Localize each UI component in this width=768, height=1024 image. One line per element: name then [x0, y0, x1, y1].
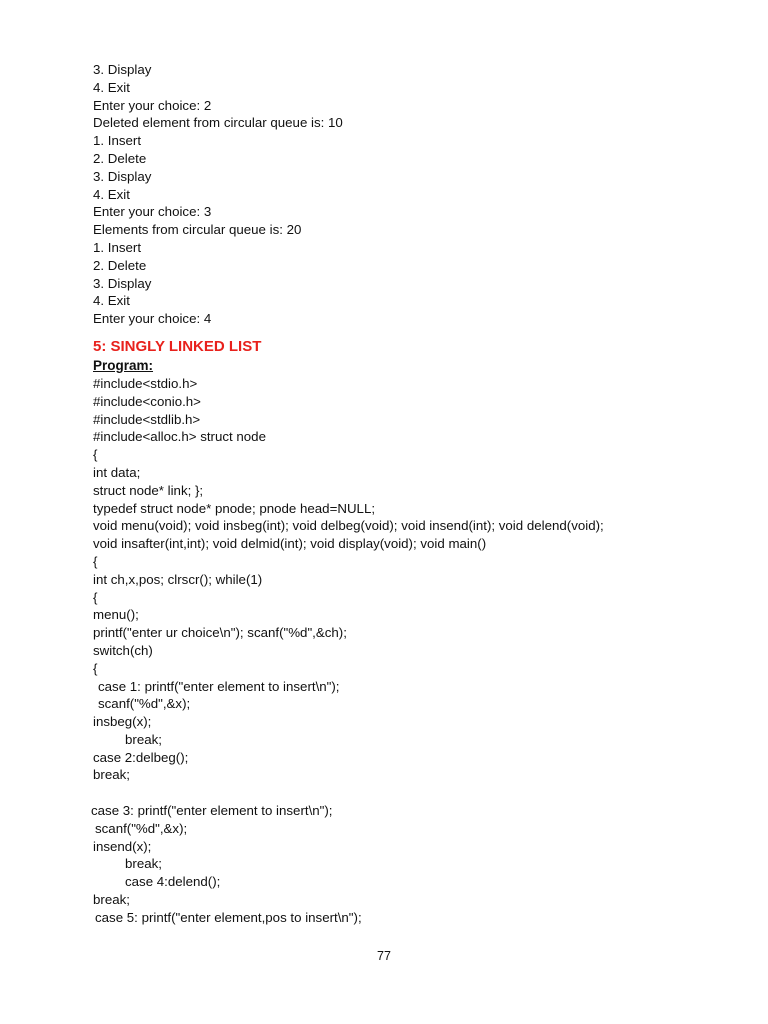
code-line: scanf("%d",&x);	[98, 696, 191, 712]
output-line: 1. Insert	[93, 133, 142, 149]
code-line: case 2:delbeg();	[93, 749, 189, 765]
output-line: Deleted element from circular queue is: 10	[93, 115, 343, 131]
output-line: 2. Delete	[93, 257, 147, 273]
code-line: #include<conio.h>	[93, 393, 201, 409]
code-line: break;	[93, 892, 130, 908]
blank-line	[93, 784, 733, 802]
page-content	[93, 61, 733, 927]
code-line: break;	[125, 856, 162, 872]
code-line: #include<alloc.h> struct node	[93, 429, 266, 445]
code-line: int ch,x,pos; clrscr(); while(1)	[93, 571, 263, 587]
code-line: #include<stdlib.h>	[93, 411, 201, 427]
code-line: typedef struct node* pnode; pnode head=NULL;	[93, 500, 376, 516]
output-line: 3. Display	[93, 275, 152, 291]
code-line: menu();	[93, 607, 139, 623]
code-line: insend(x);	[93, 838, 152, 854]
code-line: {	[93, 589, 98, 605]
output-line: Enter your choice: 4	[93, 311, 212, 327]
code-line: {	[93, 447, 98, 463]
output-line: 3. Display	[93, 168, 152, 184]
program-output	[93, 61, 733, 328]
code-line: scanf("%d",&x);	[95, 820, 188, 836]
code-line: switch(ch)	[93, 642, 153, 658]
output-line: 4. Exit	[93, 79, 130, 95]
code-line: int data;	[93, 464, 141, 480]
code-line: case 3: printf("enter element to insert\n");	[91, 803, 333, 819]
code-line: printf("enter ur choice\n"); scanf("%d",&ch);	[93, 625, 347, 641]
page-number: 77	[377, 949, 391, 963]
code-line: {	[93, 553, 98, 569]
output-line: Enter your choice: 3	[93, 204, 212, 220]
code-line: case 4:delend();	[125, 874, 221, 890]
code-line: void menu(void); void insbeg(int); void delbeg(void); void insend(int); void delend(void);	[93, 518, 604, 534]
code-line: #include<stdio.h>	[93, 375, 198, 391]
code-line: break;	[93, 767, 130, 783]
code-line: case 1: printf("enter element to insert\n");	[98, 678, 340, 694]
output-line: Enter your choice: 2	[93, 97, 212, 113]
output-line: 4. Exit	[93, 186, 130, 202]
program-label: Program:	[93, 357, 154, 373]
output-line: Elements from circular queue is: 20	[93, 222, 302, 238]
output-line: 3. Display	[93, 62, 152, 77]
output-line: 1. Insert	[93, 239, 142, 255]
code-line: {	[93, 660, 98, 676]
code-line: insbeg(x);	[93, 714, 152, 730]
code-line: break;	[125, 731, 162, 747]
code-listing	[93, 375, 733, 927]
output-line: 2. Delete	[93, 150, 147, 166]
code-line: struct node* link; };	[93, 482, 204, 498]
code-line: void insafter(int,int); void delmid(int); void display(void); void main()	[93, 536, 487, 552]
section-heading: 5: SINGLY LINKED LIST	[93, 337, 262, 355]
code-line: case 5: printf("enter element,pos to insert\n");	[95, 909, 362, 925]
output-line: 4. Exit	[93, 293, 130, 309]
